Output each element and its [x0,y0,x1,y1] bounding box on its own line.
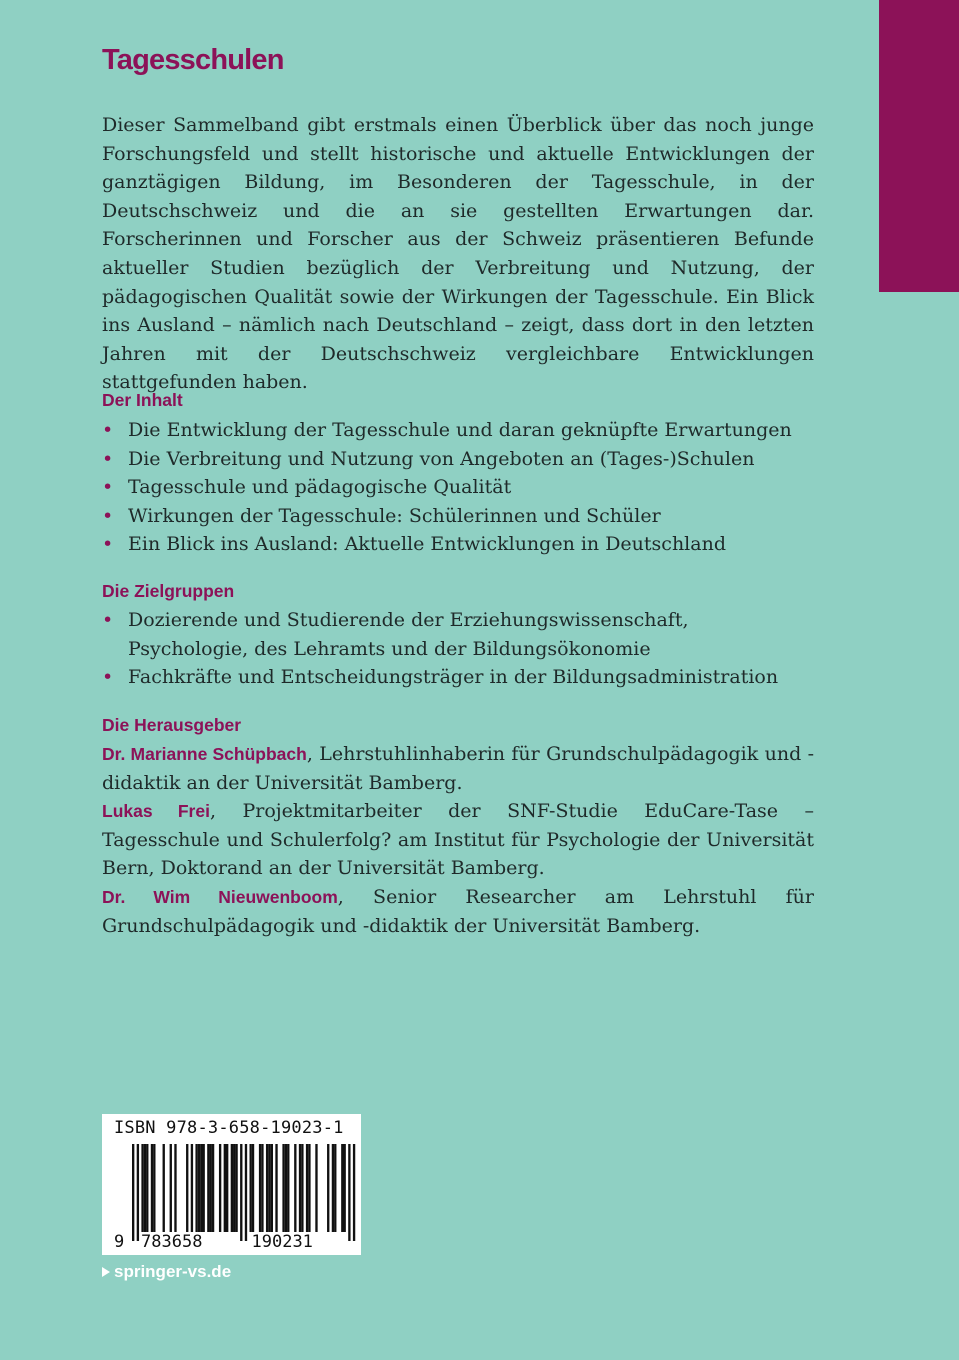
editor-name: Lukas Frei [102,801,210,822]
barcode-bar [146,1144,148,1232]
barcode-bar [348,1144,350,1241]
barcode-bar [235,1144,237,1232]
barcode-bar [151,1144,153,1232]
barcode-bar [308,1144,310,1232]
play-arrow-icon [102,1267,110,1277]
barcode-bar [219,1144,221,1232]
barcode-bar [203,1144,205,1232]
barcode-bar [315,1144,317,1232]
list-item: • Die Verbreitung und Nutzung von Angeboten an (Tages-)Schulen [102,445,814,474]
list-item: • Die Entwicklung der Tagesschule und daran geknüpfte Erwartungen [102,416,814,445]
barcode-bar [210,1144,212,1232]
barcode-bar [282,1144,284,1232]
editor-entry [102,740,814,797]
publisher-link[interactable] [102,1262,231,1282]
list-item: • Fachkräfte und Entscheidungsträger in der Bildungsadministration [102,663,814,692]
barcode-bar [332,1144,334,1232]
editor-name: Dr. Marianne Schüpbach [102,744,307,764]
barcode-box [102,1114,361,1255]
barcode-bar [226,1144,228,1232]
barcode-bar [212,1144,214,1232]
barcode-bar [252,1144,254,1232]
barcode-bar [344,1144,346,1232]
editor-bio: , Senior Researcher am Lehrstuhl für Grundschulpädagogik und -didaktik der Universität Bamberg. [102,885,814,937]
barcode-bar [268,1144,270,1232]
list-item: • Ein Blick ins Ausland: Aktuelle Entwicklungen in Deutschland [102,530,814,559]
barcode-bar [266,1144,268,1232]
editor-entry [102,883,814,940]
barcode-bar [207,1144,209,1232]
barcode-bar [163,1144,165,1232]
list-item: • Tagesschule und pädagogische Qualität [102,473,814,502]
barcode-bar [198,1144,200,1232]
barcode-digits: 190231 [251,1232,313,1252]
publisher-url: springer-vs.de [114,1262,232,1281]
list-item: • Wirkungen der Tagesschule: Schülerinnen und Schüler [102,502,814,531]
barcode-bar [250,1144,252,1232]
barcode-bar [287,1144,289,1232]
book-description: Dieser Sammelband gibt erstmals einen Überblick über das noch junge Forschungsfeld und stellt historische und aktuelle Entwicklungen der ganztägigen Bildung, im Besonderen der Tagesschule, in der Deutschschweiz und die an sie gestellten Erwartungen dar. Forscherinnen und Forscher aus der Schweiz präsentieren Befunde aktueller Studien bezüglich der Verbreitung und Nutzung, der pädagogischen Qualität sowie der Wirkungen der Tagesschule. Ein Blick ins Ausland – nämlich nach Deutschland – zeigt, dass dort in den letzten Jahren mit der Deutschschweiz vergleichbare Entwicklungen stattgefunden haben. [102,114,814,394]
target-groups-list [102,606,814,692]
barcode-bar [294,1144,296,1232]
barcode-bar [224,1144,226,1232]
barcode-bar [233,1144,235,1232]
barcode-bar [334,1144,336,1232]
barcode-digits: 9 [114,1232,125,1252]
barcode-bar [261,1144,263,1232]
editors-heading: Die Herausgeber [102,715,242,735]
barcode-bar [301,1144,303,1232]
ean-barcode [102,1114,361,1255]
barcode-bar [306,1144,308,1232]
barcode-bar [231,1144,233,1232]
barcode-bar [299,1144,301,1232]
barcode-bar [174,1144,176,1232]
barcode-bar [195,1144,197,1232]
barcode-bar [327,1144,329,1232]
accent-bar [879,0,959,292]
barcode-bar [191,1144,193,1232]
barcode-bar [200,1144,202,1232]
barcode-bar [245,1144,247,1241]
contents-heading: Der Inhalt [102,390,183,410]
isbn-label: ISBN 978-3-658-19023-1 [114,1118,344,1138]
barcode-bar [341,1144,343,1232]
barcode-bar [153,1144,155,1232]
barcode-bar [144,1144,146,1232]
target-groups-heading: Die Zielgruppen [102,581,235,601]
barcode-bar [186,1144,188,1232]
barcode-digits: 783658 [141,1232,203,1252]
barcode-bar [240,1144,242,1241]
barcode-bar [132,1144,134,1241]
barcode-bar [141,1144,143,1232]
barcode-bar [170,1144,172,1232]
editor-name: Dr. Wim Nieuwenboom [102,886,338,907]
barcode-bar [259,1144,261,1232]
editors-section [102,740,814,940]
editor-entry [102,797,814,883]
barcode-bar [285,1144,287,1232]
book-title: Tagesschulen [102,44,284,76]
barcode-bar [353,1144,355,1241]
barcode-bar [271,1144,273,1232]
editor-bio: , Lehrstuhlinhaberin für Grundschulpädagogik und -didaktik an der Universität Bamberg. [102,743,814,794]
list-item: • Dozierende und Studierende der Erziehungswissenschaft, Psychologie, des Lehramts und der Bildungsökonomie [102,606,814,663]
barcode-bar [137,1144,139,1241]
editor-bio: , Projektmitarbeiter der SNF-Studie EduCare-Tase – Tagesschule und Schulerfolg? am Institut für Psychologie der Universität Bern, Doktorand an der Universität Bamberg. [102,800,814,880]
contents-list [102,416,814,559]
barcode-bar [275,1144,277,1232]
